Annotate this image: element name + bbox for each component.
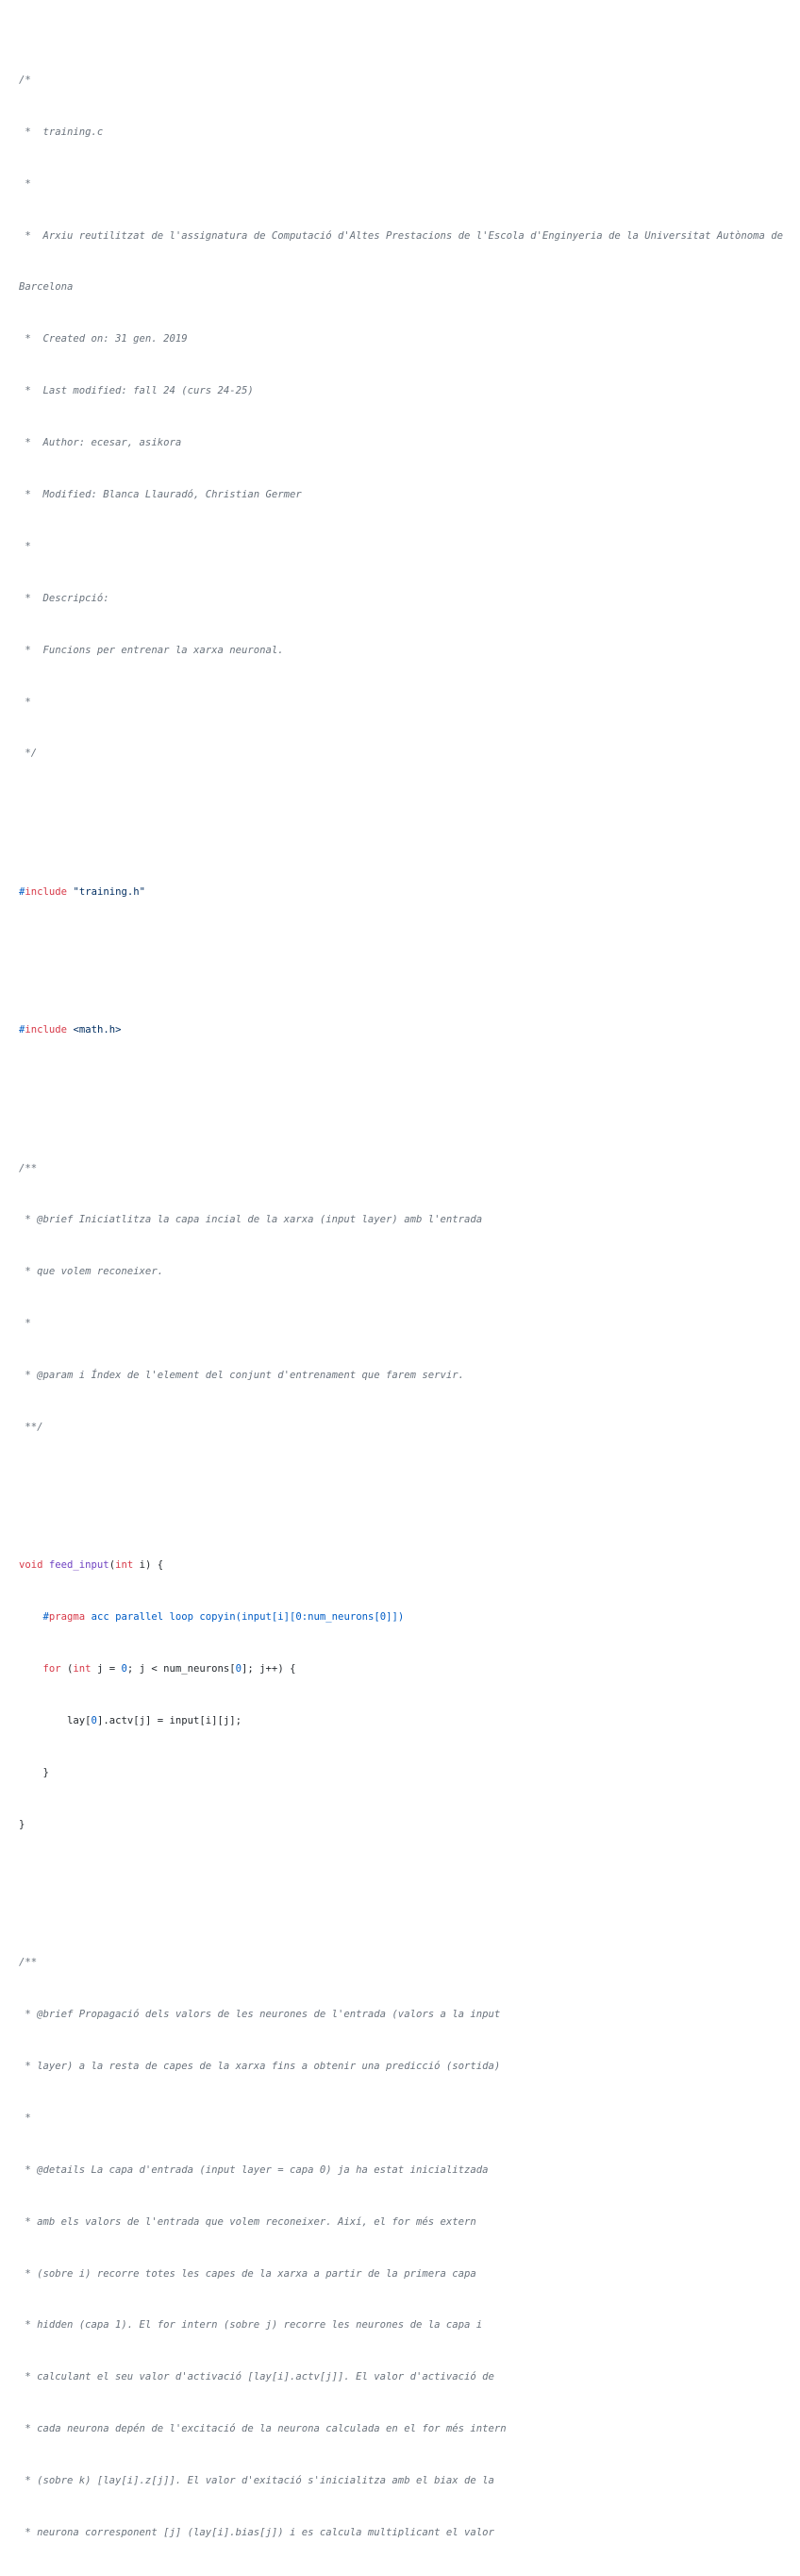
param-type: int bbox=[115, 1559, 134, 1572]
code-line: * layer) a la resta de capes de la xarxa fins a obtenir una predicció (sortida) bbox=[19, 2061, 501, 2073]
include-line bbox=[19, 1021, 783, 1038]
code-line: * Descripció: bbox=[19, 592, 109, 604]
code-line: * bbox=[19, 540, 31, 552]
code-line: Barcelona bbox=[19, 281, 74, 294]
code-line: * @param i Índex de l'element del conjunt d'entrenament que farem servir. bbox=[19, 1370, 464, 1382]
loop-body-line: lay[0].actv[j] = input[i][j]; bbox=[19, 1715, 242, 1727]
code-line: * Author: ecesar, asikora bbox=[19, 437, 182, 449]
function-signature: void feed_input(int i) { bbox=[19, 1559, 164, 1572]
code-line: * (sobre k) [lay[i].z[j]]. El valor d'exitació s'inicialitza amb el biax de la bbox=[19, 2475, 494, 2487]
code-line: * Arxiu reutilitzat de l'assignatura de Computació d'Altes Prestacions de l'Escola d'Enginyeria de la Universitat Autònoma de bbox=[19, 229, 784, 242]
preprocessor-hash: # bbox=[19, 1024, 25, 1036]
blank-line bbox=[19, 1073, 783, 1090]
pragma-keyword: pragma bbox=[48, 1611, 86, 1624]
code-line: * @brief Iniciatlitza la capa incial de la xarxa (input layer) amb l'entrada bbox=[19, 1214, 483, 1226]
code-line: * Created on: 31 gen. 2019 bbox=[19, 333, 188, 345]
include-keyword: include bbox=[25, 1024, 68, 1036]
for-line: for (int j = 0; j < num_neurons[0]; j++) { bbox=[42, 1663, 296, 1675]
include-keyword: include bbox=[25, 885, 68, 898]
include-path: "training.h" bbox=[73, 885, 145, 898]
code-line: /** bbox=[19, 1162, 38, 1174]
closing-brace: } bbox=[19, 1818, 25, 1830]
code-line: * training.c bbox=[19, 126, 104, 138]
blank-line bbox=[19, 1868, 783, 1885]
code-line: * calculant el seu valor d'activació [lay[i].actv[j]]. El valor d'activació de bbox=[19, 2371, 494, 2383]
code-line: * Modified: Blanca Llauradó, Christian Germer bbox=[19, 489, 302, 501]
blank-line bbox=[19, 935, 783, 952]
return-type: void bbox=[19, 1559, 43, 1572]
code-line: * neurona corresponent [j] (lay[i].bias[j]) i es calcula multiplicant el valor bbox=[19, 2527, 494, 2539]
closing-brace: } bbox=[19, 1766, 49, 1778]
code-line: /** bbox=[19, 1957, 38, 1969]
include-line bbox=[19, 884, 783, 901]
code-line: * cada neurona depén de l'excitació de la neurona calculada en el for més intern bbox=[19, 2423, 507, 2435]
code-line: */ bbox=[19, 748, 38, 760]
code-line: * Last modified: fall 24 (curs 24-25) bbox=[19, 385, 254, 397]
pragma-line: #pragma acc parallel loop copyin(input[i][0:num_neurons[0]]) bbox=[42, 1611, 405, 1624]
blank-line bbox=[19, 1471, 783, 1488]
code-line: * bbox=[19, 696, 31, 708]
code-line: * bbox=[19, 177, 31, 190]
code-line: * @details La capa d'entrada (input layer = capa 0) ja ha estat inicialitzada bbox=[19, 2164, 489, 2176]
include-path: <math.h> bbox=[73, 1024, 122, 1036]
for-keyword: for bbox=[42, 1663, 61, 1675]
function-name: feed_input bbox=[48, 1559, 109, 1572]
code-line: * bbox=[19, 1318, 31, 1330]
code-line: **/ bbox=[19, 1422, 43, 1434]
code-line: * bbox=[19, 2112, 31, 2124]
code-line: * que volem reconeixer. bbox=[19, 1266, 164, 1278]
code-line: * (sobre i) recorre totes les capes de la xarxa a partir de la primera capa bbox=[19, 2267, 476, 2280]
code-line: /* bbox=[19, 74, 31, 86]
blank-line bbox=[19, 797, 783, 814]
code-line: * amb els valors de l'entrada que volem reconeixer. Així, el for més extern bbox=[19, 2215, 476, 2228]
code-line: * hidden (capa 1). El for intern (sobre j) recorre les neurones de la capa i bbox=[19, 2319, 483, 2332]
code-text[interactable] bbox=[19, 20, 783, 2576]
code-line: * Funcions per entrenar la xarxa neuronal. bbox=[19, 644, 284, 656]
preprocessor-hash: # bbox=[19, 885, 25, 898]
code-line: * @brief Propagació dels valors de les neurones de l'entrada (valors a la input bbox=[19, 2009, 501, 2021]
pragma-directive: acc parallel loop copyin(input[i][0:num_neurons[0]]) bbox=[85, 1611, 405, 1624]
